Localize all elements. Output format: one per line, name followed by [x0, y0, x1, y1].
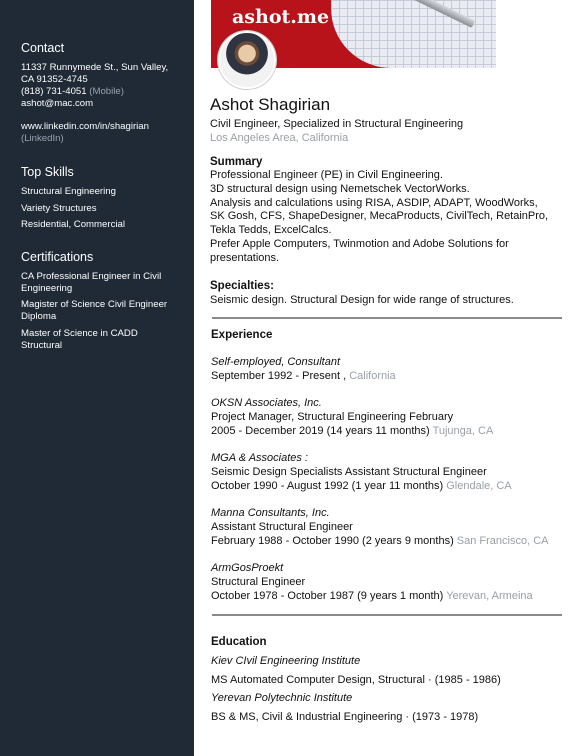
sidebar [0, 0, 194, 756]
job-location: San Francisco, CA [456, 534, 549, 547]
job-location: Tujunga, CA [432, 424, 494, 437]
job-company: Manna Consultants, Inc. [211, 507, 330, 519]
headline: Civil Engineer, Specialized in Structural Engineering [210, 118, 464, 130]
specialties-text: Seismic design. Structural Design for wide range of structures. [210, 294, 514, 306]
job-company: MGA & Associates : [211, 452, 308, 464]
school-detail: MS Automated Computer Design, Structural · (1985 - 1986) [211, 674, 501, 686]
job-company: Self-employed, Consultant [211, 356, 341, 368]
graph-paper-image [331, 0, 496, 68]
job-location: Yerevan, Armeina [446, 589, 533, 602]
linkedin-link[interactable]: www.linkedin.com/in/shagirian [21, 121, 149, 132]
experience-heading: Experience [211, 329, 273, 341]
summary-heading: Summary [210, 156, 263, 168]
address-line-2: CA 91352-4745 [21, 74, 88, 85]
job-entry: Manna Consultants, Inc. Assistant Structural Engineer February 1988 - October 1990 (2 years 9 months) San Francisco, CA [211, 507, 571, 548]
job-entry: MGA & Associates : Seismic Design Specialists Assistant Structural Engineer October 1990 - August 1992 (1 year 11 months) Glendale, CA [211, 452, 571, 493]
certifications-heading: Certifications [21, 250, 94, 264]
summary-text: Professional Engineer (PE) in Civil Engineering. 3D structural design using Nemetschek VectorWorks. Analysis and calculations using RISA, ASDIP, ADAPT, WoodWorks, SK Gosh, CFS, ShapeDesigner, MecaProducts, CivilTech, RetainPro, Tekla Tedds, ExcelCalcs. Prefer Apple Computers, Twinmotion and Adobe Solutions for presentations. [210, 169, 549, 264]
avatar [218, 31, 276, 89]
education-heading: Education [211, 636, 267, 648]
phone-type: (Mobile) [89, 86, 124, 97]
job-company: ArmGosProekt [211, 562, 284, 574]
address-line-1: 11337 Runnymede St., Sun Valley, [21, 62, 169, 73]
section-divider [212, 614, 562, 616]
skill-item: Residential, Commercial [21, 219, 125, 230]
cert-item: Master of Science in CADD Structural [21, 328, 138, 351]
school-detail: BS & MS, Civil & Industrial Engineering · (1973 - 1978) [211, 711, 479, 723]
phone-line [21, 86, 124, 98]
section-divider [212, 317, 562, 319]
job-location: Glendale, CA [446, 479, 512, 492]
phone-number[interactable]: (818) 731-4051 [21, 86, 87, 97]
job-entry: Self-employed, Consultant September 1992 - Present , California [211, 356, 571, 384]
location: Los Angeles Area, California [210, 132, 349, 144]
job-entry: ArmGosProekt Structural Engineer October 1978 - October 1987 (9 years 1 month) Yerevan, Armeina [211, 562, 571, 603]
contact-heading: Contact [21, 41, 65, 55]
banner-title: ashot.me [232, 6, 330, 28]
specialties-heading: Specialties: [210, 280, 274, 292]
job-entry: OKSN Associates, Inc. Project Manager, Structural Engineering February 2005 - December 2019 (14 years 11 months) Tujunga, CA [211, 397, 571, 438]
skills-heading: Top Skills [21, 165, 74, 179]
email-link[interactable]: ashot@mac.com [21, 98, 94, 109]
linkedin-label: (LinkedIn) [21, 133, 64, 144]
person-name: Ashot Shagirian [210, 95, 331, 114]
cert-item: Magister of Science Civil Engineer Diploma [21, 299, 168, 322]
skill-item: Structural Engineering [21, 186, 116, 197]
job-company: OKSN Associates, Inc. [211, 397, 322, 409]
school-name: Yerevan Polytechnic Institute [211, 692, 353, 704]
cert-item: CA Professional Engineer in Civil Engineering [21, 271, 162, 294]
skill-item: Variety Structures [21, 203, 97, 214]
school-name: Kiev CIvil Engineering Institute [211, 655, 361, 667]
job-location: California [349, 369, 396, 382]
